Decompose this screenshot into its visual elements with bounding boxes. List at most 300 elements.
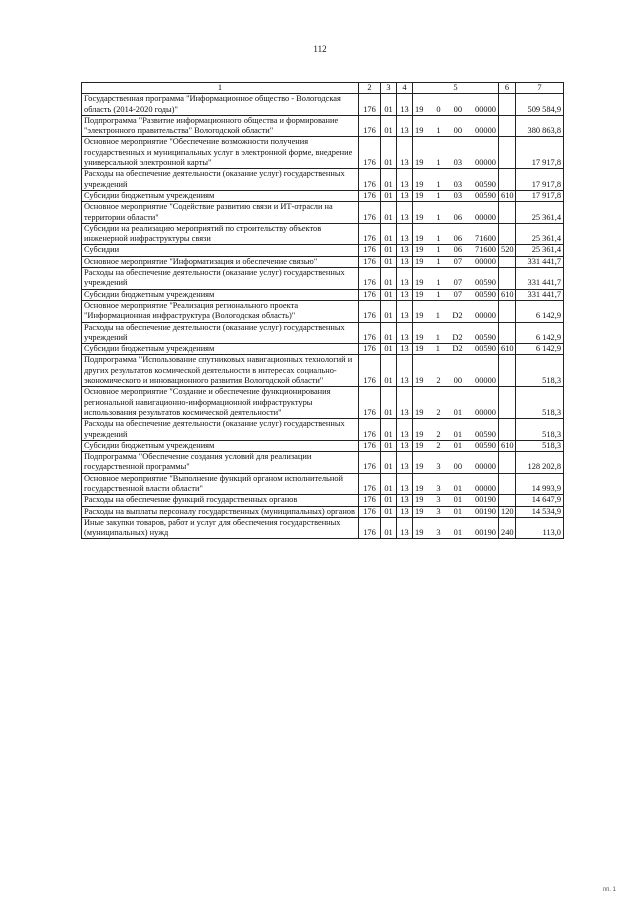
row-amount-cell: 6 142,9: [516, 300, 564, 322]
row-amount-cell: 331 441,7: [516, 268, 564, 290]
target-article-part: 00590: [475, 190, 496, 200]
row-section-cell: 01: [381, 344, 397, 355]
target-article-part: 07: [453, 289, 462, 299]
target-article-code: [413, 158, 498, 168]
row-name-cell: Субсидии бюджетным учреждениям: [82, 289, 359, 300]
row-target-article-cell: [413, 322, 499, 344]
row-admin-code-cell: 176: [359, 322, 381, 344]
target-article-part: 3: [436, 483, 441, 493]
target-article-code: [413, 333, 498, 343]
target-article-part: 19: [415, 234, 424, 244]
row-amount-cell: 6 142,9: [516, 344, 564, 355]
table-row: [82, 94, 564, 116]
row-subsection-cell: 13: [397, 268, 413, 290]
target-article-code: [413, 180, 498, 190]
row-target-article-cell: [413, 169, 499, 191]
row-subsection-cell: 13: [397, 256, 413, 267]
target-article-part: 3: [436, 528, 441, 538]
target-article-part: D2: [452, 332, 463, 342]
table-row: [82, 169, 564, 191]
row-amount-cell: 518,3: [516, 419, 564, 441]
target-article-part: 00590: [475, 278, 496, 288]
row-name-cell: Субсидии: [82, 245, 359, 256]
row-expense-type-cell: [499, 473, 516, 495]
target-article-part: 2: [436, 407, 441, 417]
table-row: [82, 506, 564, 517]
target-article-part: 19: [415, 429, 424, 439]
target-article-part: D2: [452, 311, 463, 321]
target-article-part: 06: [453, 245, 462, 255]
row-subsection-cell: 13: [397, 223, 413, 245]
target-article-part: 00190: [475, 506, 496, 516]
target-article-part: 19: [415, 332, 424, 342]
row-subsection-cell: 13: [397, 289, 413, 300]
row-admin-code-cell: 176: [359, 268, 381, 290]
row-name-cell: Основное мероприятие "Содействие развитию связи и ИТ-отрасли на территории области": [82, 202, 359, 224]
row-expense-type-cell: [499, 169, 516, 191]
header-col-3: 3: [381, 83, 397, 94]
row-expense-type-cell: 610: [499, 344, 516, 355]
target-article-part: 3: [436, 462, 441, 472]
row-amount-cell: 113,0: [516, 517, 564, 539]
target-article-part: 1: [436, 234, 441, 244]
target-article-code: [413, 495, 498, 505]
row-amount-cell: 25 361,4: [516, 245, 564, 256]
row-name-cell: Подпрограмма "Использование спутниковых навигационных технологий и других результатов космической деятельности в интересах социально-экономического и инновационного развития Вологодской области": [82, 355, 359, 387]
row-subsection-cell: 13: [397, 440, 413, 451]
row-target-article-cell: [413, 115, 499, 137]
target-article-part: 00000: [475, 126, 496, 136]
row-name-cell: Расходы на обеспечение деятельности (оказание услуг) государственных учреждений: [82, 322, 359, 344]
row-expense-type-cell: [499, 223, 516, 245]
target-article-part: 1: [436, 212, 441, 222]
target-article-part: 1: [435, 332, 440, 342]
target-article-code: [413, 376, 498, 386]
row-subsection-cell: 13: [397, 137, 413, 169]
row-target-article-cell: [413, 289, 499, 300]
row-name-cell: Основное мероприятие "Создание и обеспечение функционирования региональной навигационно-информационной инфраструктуры использования результатов космической деятельности": [82, 387, 359, 419]
row-target-article-cell: [413, 473, 499, 495]
row-section-cell: 01: [381, 190, 397, 201]
row-section-cell: 01: [381, 289, 397, 300]
row-section-cell: 01: [381, 517, 397, 539]
row-name-cell: Иные закупки товаров, работ и услуг для обеспечения государственных (муниципальных) нужд: [82, 517, 359, 539]
page-number: 112: [313, 44, 327, 54]
row-expense-type-cell: [499, 300, 516, 322]
row-subsection-cell: 13: [397, 387, 413, 419]
target-article-part: 03: [453, 190, 462, 200]
row-target-article-cell: [413, 452, 499, 474]
table-header-row: [82, 83, 564, 94]
row-amount-cell: 17 917,8: [516, 137, 564, 169]
row-name-cell: Расходы на обеспечение деятельности (оказание услуг) государственных учреждений: [82, 268, 359, 290]
row-admin-code-cell: 176: [359, 289, 381, 300]
target-article-part: 19: [415, 179, 424, 189]
target-article-part: 71600: [475, 245, 496, 255]
target-article-part: 00000: [475, 212, 496, 222]
target-article-part: 00000: [475, 376, 496, 386]
row-section-cell: 01: [381, 495, 397, 506]
target-article-part: 2: [436, 376, 441, 386]
row-subsection-cell: 13: [397, 115, 413, 137]
row-name-cell: Расходы на выплаты персоналу государственных (муниципальных) органов: [82, 506, 359, 517]
row-section-cell: 01: [381, 245, 397, 256]
row-amount-cell: 25 361,4: [516, 202, 564, 224]
row-amount-cell: 14 534,9: [516, 506, 564, 517]
row-section-cell: 01: [381, 355, 397, 387]
row-admin-code-cell: 176: [359, 452, 381, 474]
target-article-part: 19: [415, 245, 424, 255]
target-article-code: [413, 191, 498, 201]
row-admin-code-cell: 176: [359, 137, 381, 169]
row-section-cell: 01: [381, 268, 397, 290]
row-target-article-cell: [413, 344, 499, 355]
target-article-code: [413, 430, 498, 440]
target-article-part: 03: [453, 179, 462, 189]
row-subsection-cell: 13: [397, 517, 413, 539]
row-subsection-cell: 13: [397, 322, 413, 344]
table-row: [82, 223, 564, 245]
table-row: [82, 517, 564, 539]
row-amount-cell: 518,3: [516, 355, 564, 387]
target-article-part: 03: [453, 158, 462, 168]
target-article-code: [413, 245, 498, 255]
table-row: [82, 495, 564, 506]
row-target-article-cell: [413, 256, 499, 267]
row-expense-type-cell: 120: [499, 506, 516, 517]
target-article-part: 19: [415, 289, 424, 299]
table-row: [82, 256, 564, 267]
row-subsection-cell: 13: [397, 300, 413, 322]
target-article-part: 19: [415, 483, 424, 493]
row-admin-code-cell: 176: [359, 517, 381, 539]
target-article-part: 19: [415, 344, 424, 354]
row-section-cell: 01: [381, 322, 397, 344]
row-section-cell: 01: [381, 300, 397, 322]
target-article-part: 2: [436, 429, 441, 439]
target-article-part: 00000: [475, 158, 496, 168]
table-row: [82, 440, 564, 451]
target-article-code: [413, 105, 498, 115]
table-row: [82, 289, 564, 300]
target-article-part: 00590: [475, 429, 496, 439]
target-article-part: 07: [453, 278, 462, 288]
row-subsection-cell: 13: [397, 94, 413, 116]
row-amount-cell: 17 917,8: [516, 169, 564, 191]
row-section-cell: 01: [381, 169, 397, 191]
target-article-part: 3: [436, 506, 441, 516]
row-subsection-cell: 13: [397, 495, 413, 506]
table-row: [82, 137, 564, 169]
target-article-part: 00000: [475, 462, 496, 472]
target-article-part: 1: [436, 126, 441, 136]
row-name-cell: Основное мероприятие "Реализация регионального проекта "Информационная инфраструктура (Вологодская область)": [82, 300, 359, 322]
row-name-cell: Субсидии бюджетным учреждениям: [82, 440, 359, 451]
row-expense-type-cell: [499, 452, 516, 474]
target-article-part: 1: [435, 344, 440, 354]
target-article-code: [413, 441, 498, 451]
row-target-article-cell: [413, 387, 499, 419]
target-article-part: 01: [453, 440, 462, 450]
row-name-cell: Основное мероприятие "Обеспечение возможности получения государственных и муниципальных услуг в электронной форме, внедрение универсальной электронной карты": [82, 137, 359, 169]
target-article-part: 19: [415, 126, 424, 136]
table-row: [82, 202, 564, 224]
target-article-part: 07: [453, 256, 462, 266]
target-article-part: 00590: [475, 179, 496, 189]
row-admin-code-cell: 176: [359, 256, 381, 267]
row-subsection-cell: 13: [397, 245, 413, 256]
header-col-4: 4: [397, 83, 413, 94]
table-row: [82, 115, 564, 137]
row-expense-type-cell: [499, 202, 516, 224]
row-expense-type-cell: 240: [499, 517, 516, 539]
table-row: [82, 190, 564, 201]
row-amount-cell: 331 441,7: [516, 256, 564, 267]
row-subsection-cell: 13: [397, 419, 413, 441]
target-article-part: 01: [453, 495, 462, 505]
target-article-part: 00590: [475, 344, 496, 354]
table-row: [82, 344, 564, 355]
row-expense-type-cell: 610: [499, 289, 516, 300]
target-article-part: 19: [415, 407, 424, 417]
target-article-part: 19: [415, 495, 424, 505]
row-amount-cell: 331 441,7: [516, 289, 564, 300]
row-section-cell: 01: [381, 115, 397, 137]
row-amount-cell: 14 993,9: [516, 473, 564, 495]
target-article-part: 00: [453, 376, 462, 386]
row-subsection-cell: 13: [397, 355, 413, 387]
target-article-part: 1: [435, 311, 440, 321]
row-name-cell: Подпрограмма "Развитие информационного общества и формирование "электронного правительства" Вологодской области": [82, 115, 359, 137]
row-amount-cell: 380 863,8: [516, 115, 564, 137]
target-article-code: [413, 484, 498, 494]
target-article-part: 1: [436, 256, 441, 266]
row-expense-type-cell: [499, 94, 516, 116]
row-name-cell: Субсидии бюджетным учреждениям: [82, 344, 359, 355]
row-target-article-cell: [413, 137, 499, 169]
target-article-part: 01: [453, 528, 462, 538]
table-row: [82, 387, 564, 419]
target-article-part: 19: [415, 158, 424, 168]
target-article-part: 00590: [475, 289, 496, 299]
target-article-code: [413, 126, 498, 136]
row-admin-code-cell: 176: [359, 190, 381, 201]
row-amount-cell: 518,3: [516, 440, 564, 451]
target-article-part: 19: [415, 528, 424, 538]
row-admin-code-cell: 176: [359, 169, 381, 191]
target-article-code: [413, 290, 498, 300]
row-subsection-cell: 13: [397, 202, 413, 224]
row-target-article-cell: [413, 419, 499, 441]
row-name-cell: Расходы на обеспечение функций государственных органов: [82, 495, 359, 506]
target-article-code: [413, 528, 498, 538]
row-subsection-cell: 13: [397, 190, 413, 201]
target-article-part: 00000: [475, 256, 496, 266]
table-row: [82, 268, 564, 290]
target-article-part: 00: [453, 104, 462, 114]
target-article-part: 19: [415, 278, 424, 288]
target-article-part: 00590: [475, 332, 496, 342]
row-amount-cell: 6 142,9: [516, 322, 564, 344]
row-admin-code-cell: 176: [359, 94, 381, 116]
row-expense-type-cell: 520: [499, 245, 516, 256]
target-article-code: [413, 507, 498, 517]
row-target-article-cell: [413, 300, 499, 322]
target-article-part: 00190: [475, 495, 496, 505]
row-name-cell: Субсидии бюджетным учреждениям: [82, 190, 359, 201]
row-subsection-cell: 13: [397, 344, 413, 355]
target-article-part: 19: [415, 311, 424, 321]
target-article-part: 19: [415, 104, 424, 114]
target-article-code: [413, 344, 498, 354]
row-admin-code-cell: 176: [359, 355, 381, 387]
row-admin-code-cell: 176: [359, 419, 381, 441]
target-article-part: 00000: [475, 483, 496, 493]
target-article-part: 19: [415, 440, 424, 450]
row-target-article-cell: [413, 495, 499, 506]
table-row: [82, 473, 564, 495]
target-article-part: 00190: [475, 528, 496, 538]
row-target-article-cell: [413, 202, 499, 224]
row-expense-type-cell: [499, 419, 516, 441]
row-expense-type-cell: [499, 137, 516, 169]
target-article-code: [413, 408, 498, 418]
target-article-code: [413, 278, 498, 288]
header-col-7: 7: [516, 83, 564, 94]
target-article-part: 06: [453, 212, 462, 222]
row-name-cell: Основное мероприятие "Информатизация и обеспечение связью": [82, 256, 359, 267]
header-col-5: 5: [413, 83, 499, 94]
row-target-article-cell: [413, 190, 499, 201]
table-body: [82, 94, 564, 539]
row-amount-cell: 128 202,8: [516, 452, 564, 474]
budget-table: [81, 82, 564, 539]
header-col-1: 1: [82, 83, 359, 94]
row-admin-code-cell: 176: [359, 223, 381, 245]
row-target-article-cell: [413, 245, 499, 256]
row-target-article-cell: [413, 506, 499, 517]
row-section-cell: 01: [381, 506, 397, 517]
row-section-cell: 01: [381, 419, 397, 441]
row-section-cell: 01: [381, 94, 397, 116]
target-article-part: 01: [453, 407, 462, 417]
row-section-cell: 01: [381, 223, 397, 245]
row-admin-code-cell: 176: [359, 300, 381, 322]
row-target-article-cell: [413, 268, 499, 290]
target-article-part: 00590: [475, 440, 496, 450]
target-article-part: 00000: [475, 311, 496, 321]
target-article-part: 71600: [475, 234, 496, 244]
row-admin-code-cell: 176: [359, 202, 381, 224]
target-article-part: 00: [453, 126, 462, 136]
row-target-article-cell: [413, 355, 499, 387]
row-amount-cell: 17 917,8: [516, 190, 564, 201]
row-target-article-cell: [413, 223, 499, 245]
target-article-code: [413, 234, 498, 244]
target-article-part: 1: [436, 289, 441, 299]
table-row: [82, 300, 564, 322]
row-name-cell: Расходы на обеспечение деятельности (оказание услуг) государственных учреждений: [82, 169, 359, 191]
target-article-part: 00000: [475, 104, 496, 114]
row-name-cell: Субсидии на реализацию мероприятий по строительству объектов инженерной инфраструктуры связи: [82, 223, 359, 245]
row-section-cell: 01: [381, 387, 397, 419]
row-admin-code-cell: 176: [359, 387, 381, 419]
row-expense-type-cell: [499, 268, 516, 290]
row-name-cell: Подпрограмма "Обеспечение создания условий для реализации государственной программы": [82, 452, 359, 474]
row-subsection-cell: 13: [397, 473, 413, 495]
table-row: [82, 245, 564, 256]
header-col-6: 6: [499, 83, 516, 94]
row-section-cell: 01: [381, 137, 397, 169]
row-section-cell: 01: [381, 202, 397, 224]
row-expense-type-cell: [499, 495, 516, 506]
target-article-part: 19: [415, 212, 424, 222]
row-target-article-cell: [413, 94, 499, 116]
target-article-part: 19: [415, 376, 424, 386]
row-section-cell: 01: [381, 440, 397, 451]
row-subsection-cell: 13: [397, 169, 413, 191]
row-expense-type-cell: [499, 322, 516, 344]
row-amount-cell: 518,3: [516, 387, 564, 419]
target-article-code: [413, 257, 498, 267]
row-name-cell: Основное мероприятие "Выполнение функций органом исполнительной государственной власти области": [82, 473, 359, 495]
row-section-cell: 01: [381, 473, 397, 495]
row-expense-type-cell: [499, 256, 516, 267]
row-subsection-cell: 13: [397, 506, 413, 517]
row-admin-code-cell: 176: [359, 495, 381, 506]
target-article-part: 1: [436, 190, 441, 200]
row-amount-cell: 25 361,4: [516, 223, 564, 245]
row-admin-code-cell: 176: [359, 440, 381, 451]
table-row: [82, 322, 564, 344]
target-article-part: 1: [436, 179, 441, 189]
target-article-code: [413, 311, 498, 321]
target-article-part: 19: [415, 190, 424, 200]
row-amount-cell: 509 584,9: [516, 94, 564, 116]
row-admin-code-cell: 176: [359, 506, 381, 517]
target-article-part: 19: [415, 506, 424, 516]
table-row: [82, 452, 564, 474]
row-admin-code-cell: 176: [359, 473, 381, 495]
row-admin-code-cell: 176: [359, 115, 381, 137]
target-article-part: 01: [453, 483, 462, 493]
target-article-part: 1: [436, 278, 441, 288]
row-target-article-cell: [413, 440, 499, 451]
row-subsection-cell: 13: [397, 452, 413, 474]
row-section-cell: 01: [381, 452, 397, 474]
target-article-part: 1: [436, 245, 441, 255]
target-article-part: 06: [453, 234, 462, 244]
row-expense-type-cell: 610: [499, 190, 516, 201]
row-target-article-cell: [413, 517, 499, 539]
header-col-2: 2: [359, 83, 381, 94]
row-expense-type-cell: 610: [499, 440, 516, 451]
target-article-part: 1: [436, 158, 441, 168]
row-admin-code-cell: 176: [359, 344, 381, 355]
footer-mark: пп. 1: [602, 887, 616, 893]
target-article-code: [413, 462, 498, 472]
table-row: [82, 419, 564, 441]
row-section-cell: 01: [381, 256, 397, 267]
target-article-part: 19: [415, 462, 424, 472]
target-article-part: 00000: [475, 407, 496, 417]
row-expense-type-cell: [499, 115, 516, 137]
row-admin-code-cell: 176: [359, 245, 381, 256]
row-expense-type-cell: [499, 355, 516, 387]
target-article-part: 0: [436, 104, 441, 114]
target-article-part: 19: [415, 256, 424, 266]
target-article-part: 01: [453, 429, 462, 439]
